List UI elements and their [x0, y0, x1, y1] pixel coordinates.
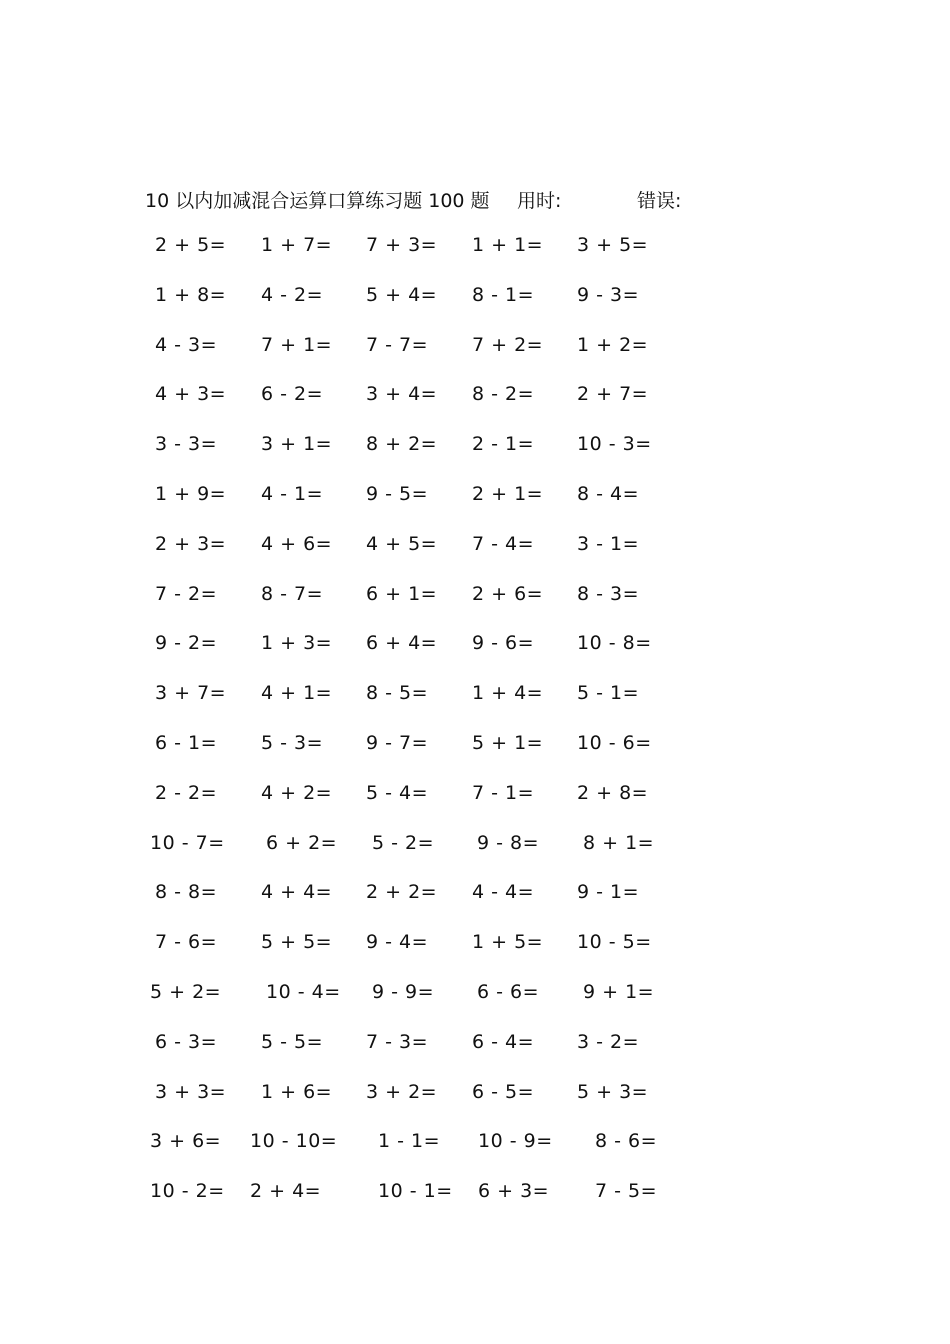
- problem-item: 4 + 3=: [155, 383, 227, 406]
- problem-item: 5 - 1=: [577, 682, 640, 705]
- problem-item: 3 + 5=: [577, 234, 649, 256]
- problem-item: 1 + 9=: [155, 482, 227, 505]
- problem-item: 3 + 6=: [150, 1130, 222, 1153]
- problem-row: [145, 1130, 705, 1180]
- problem-item: 7 - 3=: [366, 1030, 429, 1053]
- problem-item: 10 - 7=: [150, 831, 225, 854]
- problem-item: 4 + 5=: [366, 532, 438, 555]
- problem-item: 9 - 6=: [472, 632, 535, 655]
- problem-item: 8 + 1=: [583, 831, 655, 854]
- worksheet-title: 10 以内加减混合运算口算练习题 100 题: [145, 190, 490, 212]
- problem-row: [145, 1180, 705, 1230]
- problem-row: [145, 383, 705, 433]
- problem-item: 2 + 7=: [577, 383, 649, 406]
- problem-item: 2 + 4=: [250, 1180, 322, 1203]
- problem-row: [145, 334, 705, 384]
- problem-row: [145, 533, 705, 583]
- errors-label: 错误:: [637, 190, 682, 212]
- problem-item: 8 + 2=: [366, 433, 438, 456]
- problem-item: 10 - 6=: [577, 731, 652, 754]
- problem-item: 3 + 1=: [261, 433, 333, 456]
- problem-item: 2 + 8=: [577, 781, 649, 804]
- time-used-label: 用时:: [517, 190, 562, 212]
- problem-item: 10 - 5=: [577, 931, 652, 954]
- problem-item: 10 - 10=: [250, 1130, 338, 1153]
- problem-item: 8 - 5=: [366, 682, 429, 705]
- problem-row: [145, 1031, 705, 1081]
- problem-item: 5 + 3=: [577, 1080, 649, 1103]
- problem-item: 3 + 2=: [366, 1080, 438, 1103]
- problem-item: 2 - 2=: [155, 781, 218, 804]
- problem-item: 1 - 1=: [378, 1130, 441, 1153]
- problem-item: 3 + 3=: [155, 1080, 227, 1103]
- problem-item: 6 - 2=: [261, 383, 324, 406]
- problem-item: 10 - 2=: [150, 1180, 225, 1203]
- problem-row: [145, 433, 705, 483]
- problem-item: 6 + 2=: [266, 831, 338, 854]
- problem-item: 5 - 4=: [366, 781, 429, 804]
- problem-row: [145, 732, 705, 782]
- problem-item: 2 + 2=: [366, 881, 438, 904]
- problem-item: 8 - 4=: [577, 482, 640, 505]
- problem-item: 9 - 8=: [477, 831, 540, 854]
- problem-row: [145, 483, 705, 533]
- problem-row: [145, 682, 705, 732]
- problem-item: 7 - 5=: [595, 1180, 658, 1203]
- problem-row: [145, 284, 705, 334]
- problem-item: 7 + 1=: [261, 333, 333, 356]
- problem-item: 2 + 5=: [155, 234, 227, 256]
- problem-row: [145, 832, 705, 882]
- problem-item: 9 - 1=: [577, 881, 640, 904]
- problem-item: 4 - 3=: [155, 333, 218, 356]
- problem-item: 2 - 1=: [472, 433, 535, 456]
- problem-item: 1 + 4=: [472, 682, 544, 705]
- problem-item: 3 - 1=: [577, 532, 640, 555]
- problem-row: [145, 931, 705, 981]
- problem-item: 5 - 5=: [261, 1030, 324, 1053]
- problem-row: [145, 1081, 705, 1131]
- problem-item: 2 + 1=: [472, 482, 544, 505]
- problem-item: 2 + 3=: [155, 532, 227, 555]
- problem-item: 9 - 3=: [577, 283, 640, 306]
- problem-item: 6 + 3=: [478, 1180, 550, 1203]
- problem-item: 4 - 1=: [261, 482, 324, 505]
- problem-item: 6 - 6=: [477, 980, 540, 1003]
- problem-item: 6 - 4=: [472, 1030, 535, 1053]
- problem-item: 7 - 4=: [472, 532, 535, 555]
- problem-item: 3 + 4=: [366, 383, 438, 406]
- problem-item: 4 + 4=: [261, 881, 333, 904]
- problem-item: 4 - 2=: [261, 283, 324, 306]
- problem-item: 7 - 2=: [155, 582, 218, 605]
- problem-item: 7 - 7=: [366, 333, 429, 356]
- problem-row: [145, 881, 705, 931]
- problem-item: 8 - 7=: [261, 582, 324, 605]
- problem-item: 9 - 9=: [372, 980, 435, 1003]
- problem-item: 5 + 1=: [472, 731, 544, 754]
- problem-row: [145, 234, 705, 284]
- problem-item: 10 - 9=: [478, 1130, 553, 1153]
- problem-item: 8 - 1=: [472, 283, 535, 306]
- problem-item: 7 + 2=: [472, 333, 544, 356]
- problem-item: 5 + 4=: [366, 283, 438, 306]
- problem-item: 5 + 5=: [261, 931, 333, 954]
- problem-item: 7 - 1=: [472, 781, 535, 804]
- problem-item: 1 + 5=: [472, 931, 544, 954]
- problem-item: 5 + 2=: [150, 980, 222, 1003]
- problem-item: 6 + 4=: [366, 632, 438, 655]
- problem-item: 4 + 6=: [261, 532, 333, 555]
- problem-item: 8 - 8=: [155, 881, 218, 904]
- problem-item: 6 + 1=: [366, 582, 438, 605]
- problem-row: [145, 632, 705, 682]
- problem-item: 8 - 2=: [472, 383, 535, 406]
- problem-item: 10 - 4=: [266, 980, 341, 1003]
- problem-item: 8 - 3=: [577, 582, 640, 605]
- problem-item: 4 + 1=: [261, 682, 333, 705]
- problem-item: 1 + 2=: [577, 333, 649, 356]
- problem-item: 1 + 3=: [261, 632, 333, 655]
- problem-item: 7 - 6=: [155, 931, 218, 954]
- problem-row: [145, 583, 705, 633]
- problem-item: 10 - 8=: [577, 632, 652, 655]
- problem-item: 9 - 4=: [366, 931, 429, 954]
- problem-item: 10 - 1=: [378, 1180, 453, 1203]
- problem-item: 6 - 1=: [155, 731, 218, 754]
- problem-item: 8 - 6=: [595, 1130, 658, 1153]
- problem-item: 3 - 3=: [155, 433, 218, 456]
- problem-item: 3 - 2=: [577, 1030, 640, 1053]
- problem-item: 1 + 1=: [472, 234, 544, 256]
- problem-item: 1 + 6=: [261, 1080, 333, 1103]
- problem-item: 9 - 7=: [366, 731, 429, 754]
- problem-item: 5 - 3=: [261, 731, 324, 754]
- problem-item: 2 + 6=: [472, 582, 544, 605]
- problem-item: 5 - 2=: [372, 831, 435, 854]
- problem-row: [145, 782, 705, 832]
- problem-item: 7 + 3=: [366, 234, 438, 256]
- problem-item: 10 - 3=: [577, 433, 652, 456]
- problem-item: 9 - 5=: [366, 482, 429, 505]
- problem-item: 3 + 7=: [155, 682, 227, 705]
- problem-item: 9 + 1=: [583, 980, 655, 1003]
- problem-row: [145, 981, 705, 1031]
- problem-item: 4 + 2=: [261, 781, 333, 804]
- problem-grid: [145, 234, 705, 1230]
- problem-item: 4 - 4=: [472, 881, 535, 904]
- problem-item: 6 - 3=: [155, 1030, 218, 1053]
- problem-item: 1 + 7=: [261, 234, 333, 256]
- problem-item: 6 - 5=: [472, 1080, 535, 1103]
- problem-item: 1 + 8=: [155, 283, 227, 306]
- problem-item: 9 - 2=: [155, 632, 218, 655]
